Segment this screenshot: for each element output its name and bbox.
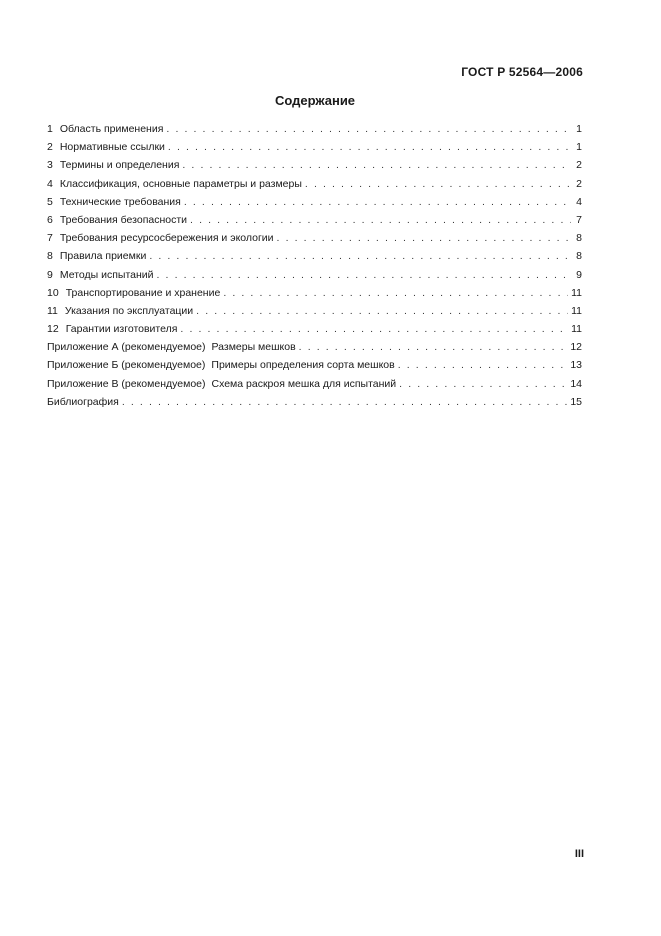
toc-entry-label: Термины и определения (59, 159, 180, 172)
leader-dots (190, 211, 571, 229)
leader-dots (277, 229, 571, 247)
toc-entry-8[interactable] (47, 247, 582, 265)
toc-entry-number: 7 (47, 232, 53, 245)
toc-entry-label: Транспортирование и хранение (65, 286, 221, 299)
leader-dots (166, 120, 571, 138)
toc-entry-page: 9 (576, 268, 582, 281)
leader-dots (168, 138, 571, 156)
bibliography-label: Библиография (47, 395, 119, 408)
leader-dots (182, 156, 571, 174)
toc-entry-page: 8 (576, 232, 582, 245)
toc-entry-4[interactable] (47, 175, 582, 193)
toc-entry-label: Методы испытаний (59, 268, 154, 281)
leader-dots (398, 356, 568, 374)
annex-title: Размеры мешков (211, 341, 296, 354)
toc-entry-page: 11 (571, 286, 582, 299)
table-of-contents (47, 120, 582, 411)
toc-entry-label: Правила приемки (59, 250, 147, 263)
toc-entry-7[interactable] (47, 229, 582, 247)
toc-entry-number: 6 (47, 213, 53, 226)
toc-entry-2[interactable] (47, 138, 582, 156)
toc-entry-number: 8 (47, 250, 53, 263)
toc-entry-page: 7 (576, 213, 582, 226)
toc-entry-11[interactable] (47, 302, 582, 320)
toc-entry-page: 12 (570, 341, 582, 354)
leader-dots (399, 375, 567, 393)
leader-dots (299, 338, 568, 356)
toc-entry-number: 12 (47, 323, 59, 336)
toc-entry-label: Область применения (59, 123, 164, 135)
annex-label: Приложение В (рекомендуемое) (47, 377, 206, 390)
toc-entry-page: 13 (570, 359, 582, 372)
toc-entry-number: 1 (47, 123, 53, 135)
toc-entry-number: 3 (47, 159, 53, 172)
toc-entry-9[interactable] (47, 266, 582, 284)
toc-entry-page: 15 (570, 395, 582, 408)
toc-entry-page: 1 (576, 141, 582, 154)
toc-entry-number: 9 (47, 268, 53, 281)
toc-entry-number: 5 (47, 195, 53, 208)
annex-title: Схема раскроя мешка для испытаний (211, 377, 397, 390)
toc-entry-label: Технические требования (59, 195, 181, 208)
document-code: ГОСТ Р 52564—2006 (461, 65, 583, 79)
toc-entry-12[interactable] (47, 320, 582, 338)
leader-dots (122, 393, 567, 411)
leader-dots (184, 193, 571, 211)
toc-entry-number: 2 (47, 141, 53, 154)
toc-entry-number: 10 (47, 286, 59, 299)
leader-dots (305, 175, 571, 193)
toc-entry-label: Гарантии изготовителя (65, 323, 178, 336)
toc-entry-page: 2 (576, 159, 582, 172)
toc-annex-v[interactable] (47, 375, 582, 393)
leader-dots (223, 284, 568, 302)
toc-entry-3[interactable] (47, 156, 582, 174)
toc-annex-b[interactable] (47, 356, 582, 374)
toc-entry-10[interactable] (47, 284, 582, 302)
annex-label: Приложение Б (рекомендуемое) (47, 359, 206, 372)
toc-entry-1[interactable] (47, 120, 582, 138)
toc-entry-page: 2 (576, 177, 582, 190)
toc-entry-page: 14 (570, 377, 582, 390)
toc-entry-6[interactable] (47, 211, 582, 229)
toc-entry-label: Требования ресурсосбережения и экологии (59, 232, 274, 245)
toc-entry-label: Классификация, основные параметры и размеры (59, 177, 302, 190)
toc-entry-page: 8 (576, 250, 582, 263)
leader-dots (180, 320, 568, 338)
toc-annex-a[interactable] (47, 338, 582, 356)
annex-label: Приложение А (рекомендуемое) (47, 341, 206, 354)
toc-entry-label: Требования безопасности (59, 213, 188, 226)
leader-dots (149, 247, 571, 265)
toc-entry-number: 11 (47, 304, 58, 317)
toc-entry-page: 4 (576, 195, 582, 208)
annex-title: Примеры определения сорта мешков (211, 359, 395, 372)
toc-entry-page: 11 (571, 304, 582, 317)
toc-entry-label: Нормативные ссылки (59, 141, 165, 154)
toc-title: Содержание (274, 93, 356, 108)
page-number: III (574, 848, 584, 860)
toc-entry-label: Указания по эксплуатации (64, 304, 194, 317)
toc-entry-page: 11 (571, 323, 582, 336)
toc-entry-number: 4 (47, 177, 53, 190)
toc-bibliography[interactable] (47, 393, 582, 411)
leader-dots (157, 266, 572, 284)
toc-entry-5[interactable] (47, 193, 582, 211)
leader-dots (196, 302, 568, 320)
toc-entry-page: 1 (576, 123, 582, 135)
